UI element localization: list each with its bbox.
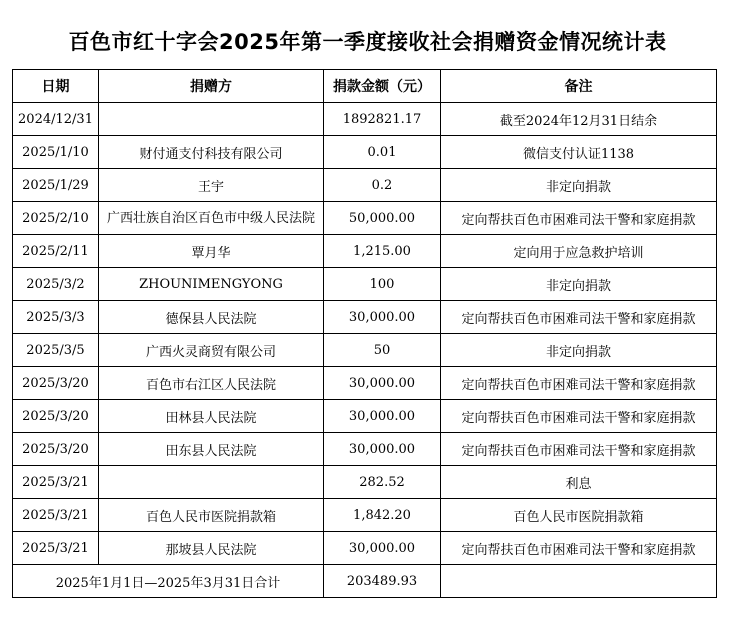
table-row <box>13 301 717 334</box>
table-row <box>13 268 717 301</box>
cell-amount: 30,000.00 <box>324 400 441 433</box>
cell-amount: 50 <box>324 334 441 367</box>
cell-date: 2025/3/5 <box>13 334 99 367</box>
table-row <box>13 499 717 532</box>
cell-donor: 覃月华 <box>99 235 324 268</box>
cell-amount: 50,000.00 <box>324 202 441 235</box>
cell-date: 2025/3/20 <box>13 367 99 400</box>
cell-donor: 百色市右江区人民法院 <box>99 367 324 400</box>
cell-donor: 田东县人民法院 <box>99 433 324 466</box>
cell-amount: 30,000.00 <box>324 532 441 565</box>
cell-date: 2025/1/10 <box>13 136 99 169</box>
cell-note: 微信支付认证1138 <box>441 136 717 169</box>
page-title: 百色市红十字会2025年第一季度接收社会捐赠资金情况统计表 <box>68 30 667 54</box>
cell-donor: 财付通支付科技有限公司 <box>99 136 324 169</box>
cell-amount: 0.01 <box>324 136 441 169</box>
cell-note: 定向帮扶百色市困难司法干警和家庭捐款 <box>441 202 717 235</box>
cell-amount: 282.52 <box>324 466 441 499</box>
cell-amount: 1892821.17 <box>324 103 441 136</box>
cell-donor: 德保县人民法院 <box>99 301 324 334</box>
cell-note: 定向用于应急救护培训 <box>441 235 717 268</box>
cell-note: 定向帮扶百色市困难司法干警和家庭捐款 <box>441 367 717 400</box>
total-amount: 203489.93 <box>324 565 441 598</box>
cell-note: 非定向捐款 <box>441 169 717 202</box>
cell-date: 2025/2/10 <box>13 202 99 235</box>
cell-amount: 30,000.00 <box>324 367 441 400</box>
cell-donor: 田林县人民法院 <box>99 400 324 433</box>
table-row <box>13 235 717 268</box>
cell-donor: ZHOUNIMENGYONG <box>99 268 324 301</box>
cell-donor: 王宇 <box>99 169 324 202</box>
table-row <box>13 532 717 565</box>
cell-amount: 30,000.00 <box>324 301 441 334</box>
cell-donor: 广西壮族自治区百色市中级人民法院 <box>99 202 324 235</box>
table-row <box>13 334 717 367</box>
header-note: 备注 <box>441 70 717 103</box>
cell-amount: 30,000.00 <box>324 433 441 466</box>
cell-amount: 0.2 <box>324 169 441 202</box>
cell-amount: 1,842.20 <box>324 499 441 532</box>
header-amount: 捐款金额（元） <box>324 70 441 103</box>
cell-note: 非定向捐款 <box>441 334 717 367</box>
cell-date: 2025/3/21 <box>13 466 99 499</box>
cell-donor <box>99 103 324 136</box>
table-row <box>13 103 717 136</box>
cell-note: 定向帮扶百色市困难司法干警和家庭捐款 <box>441 433 717 466</box>
table-row <box>13 202 717 235</box>
cell-note: 百色人民市医院捐款箱 <box>441 499 717 532</box>
cell-note: 截至2024年12月31日结余 <box>441 103 717 136</box>
cell-donor: 那坡县人民法院 <box>99 532 324 565</box>
cell-donor: 百色人民市医院捐款箱 <box>99 499 324 532</box>
cell-amount: 1,215.00 <box>324 235 441 268</box>
header-row <box>13 70 717 103</box>
cell-date: 2025/3/21 <box>13 499 99 532</box>
cell-date: 2024/12/31 <box>13 103 99 136</box>
header-date: 日期 <box>13 70 99 103</box>
cell-donor: 广西火灵商贸有限公司 <box>99 334 324 367</box>
cell-note: 定向帮扶百色市困难司法干警和家庭捐款 <box>441 301 717 334</box>
table-row <box>13 433 717 466</box>
table-row <box>13 400 717 433</box>
table-row <box>13 136 717 169</box>
cell-note: 非定向捐款 <box>441 268 717 301</box>
table-row <box>13 169 717 202</box>
cell-note: 定向帮扶百色市困难司法干警和家庭捐款 <box>441 400 717 433</box>
cell-date: 2025/3/3 <box>13 301 99 334</box>
total-row <box>13 565 717 598</box>
cell-date: 2025/3/20 <box>13 433 99 466</box>
header-donor: 捐赠方 <box>99 70 324 103</box>
cell-date: 2025/3/21 <box>13 532 99 565</box>
total-label: 2025年1月1日—2025年3月31日合计 <box>13 565 324 598</box>
cell-date: 2025/2/11 <box>13 235 99 268</box>
donation-table <box>12 69 717 598</box>
total-note <box>441 565 717 598</box>
cell-note: 定向帮扶百色市困难司法干警和家庭捐款 <box>441 532 717 565</box>
cell-date: 2025/3/20 <box>13 400 99 433</box>
cell-date: 2025/1/29 <box>13 169 99 202</box>
cell-date: 2025/3/2 <box>13 268 99 301</box>
table-row <box>13 466 717 499</box>
cell-amount: 100 <box>324 268 441 301</box>
cell-donor <box>99 466 324 499</box>
table-row <box>13 367 717 400</box>
cell-note: 利息 <box>441 466 717 499</box>
